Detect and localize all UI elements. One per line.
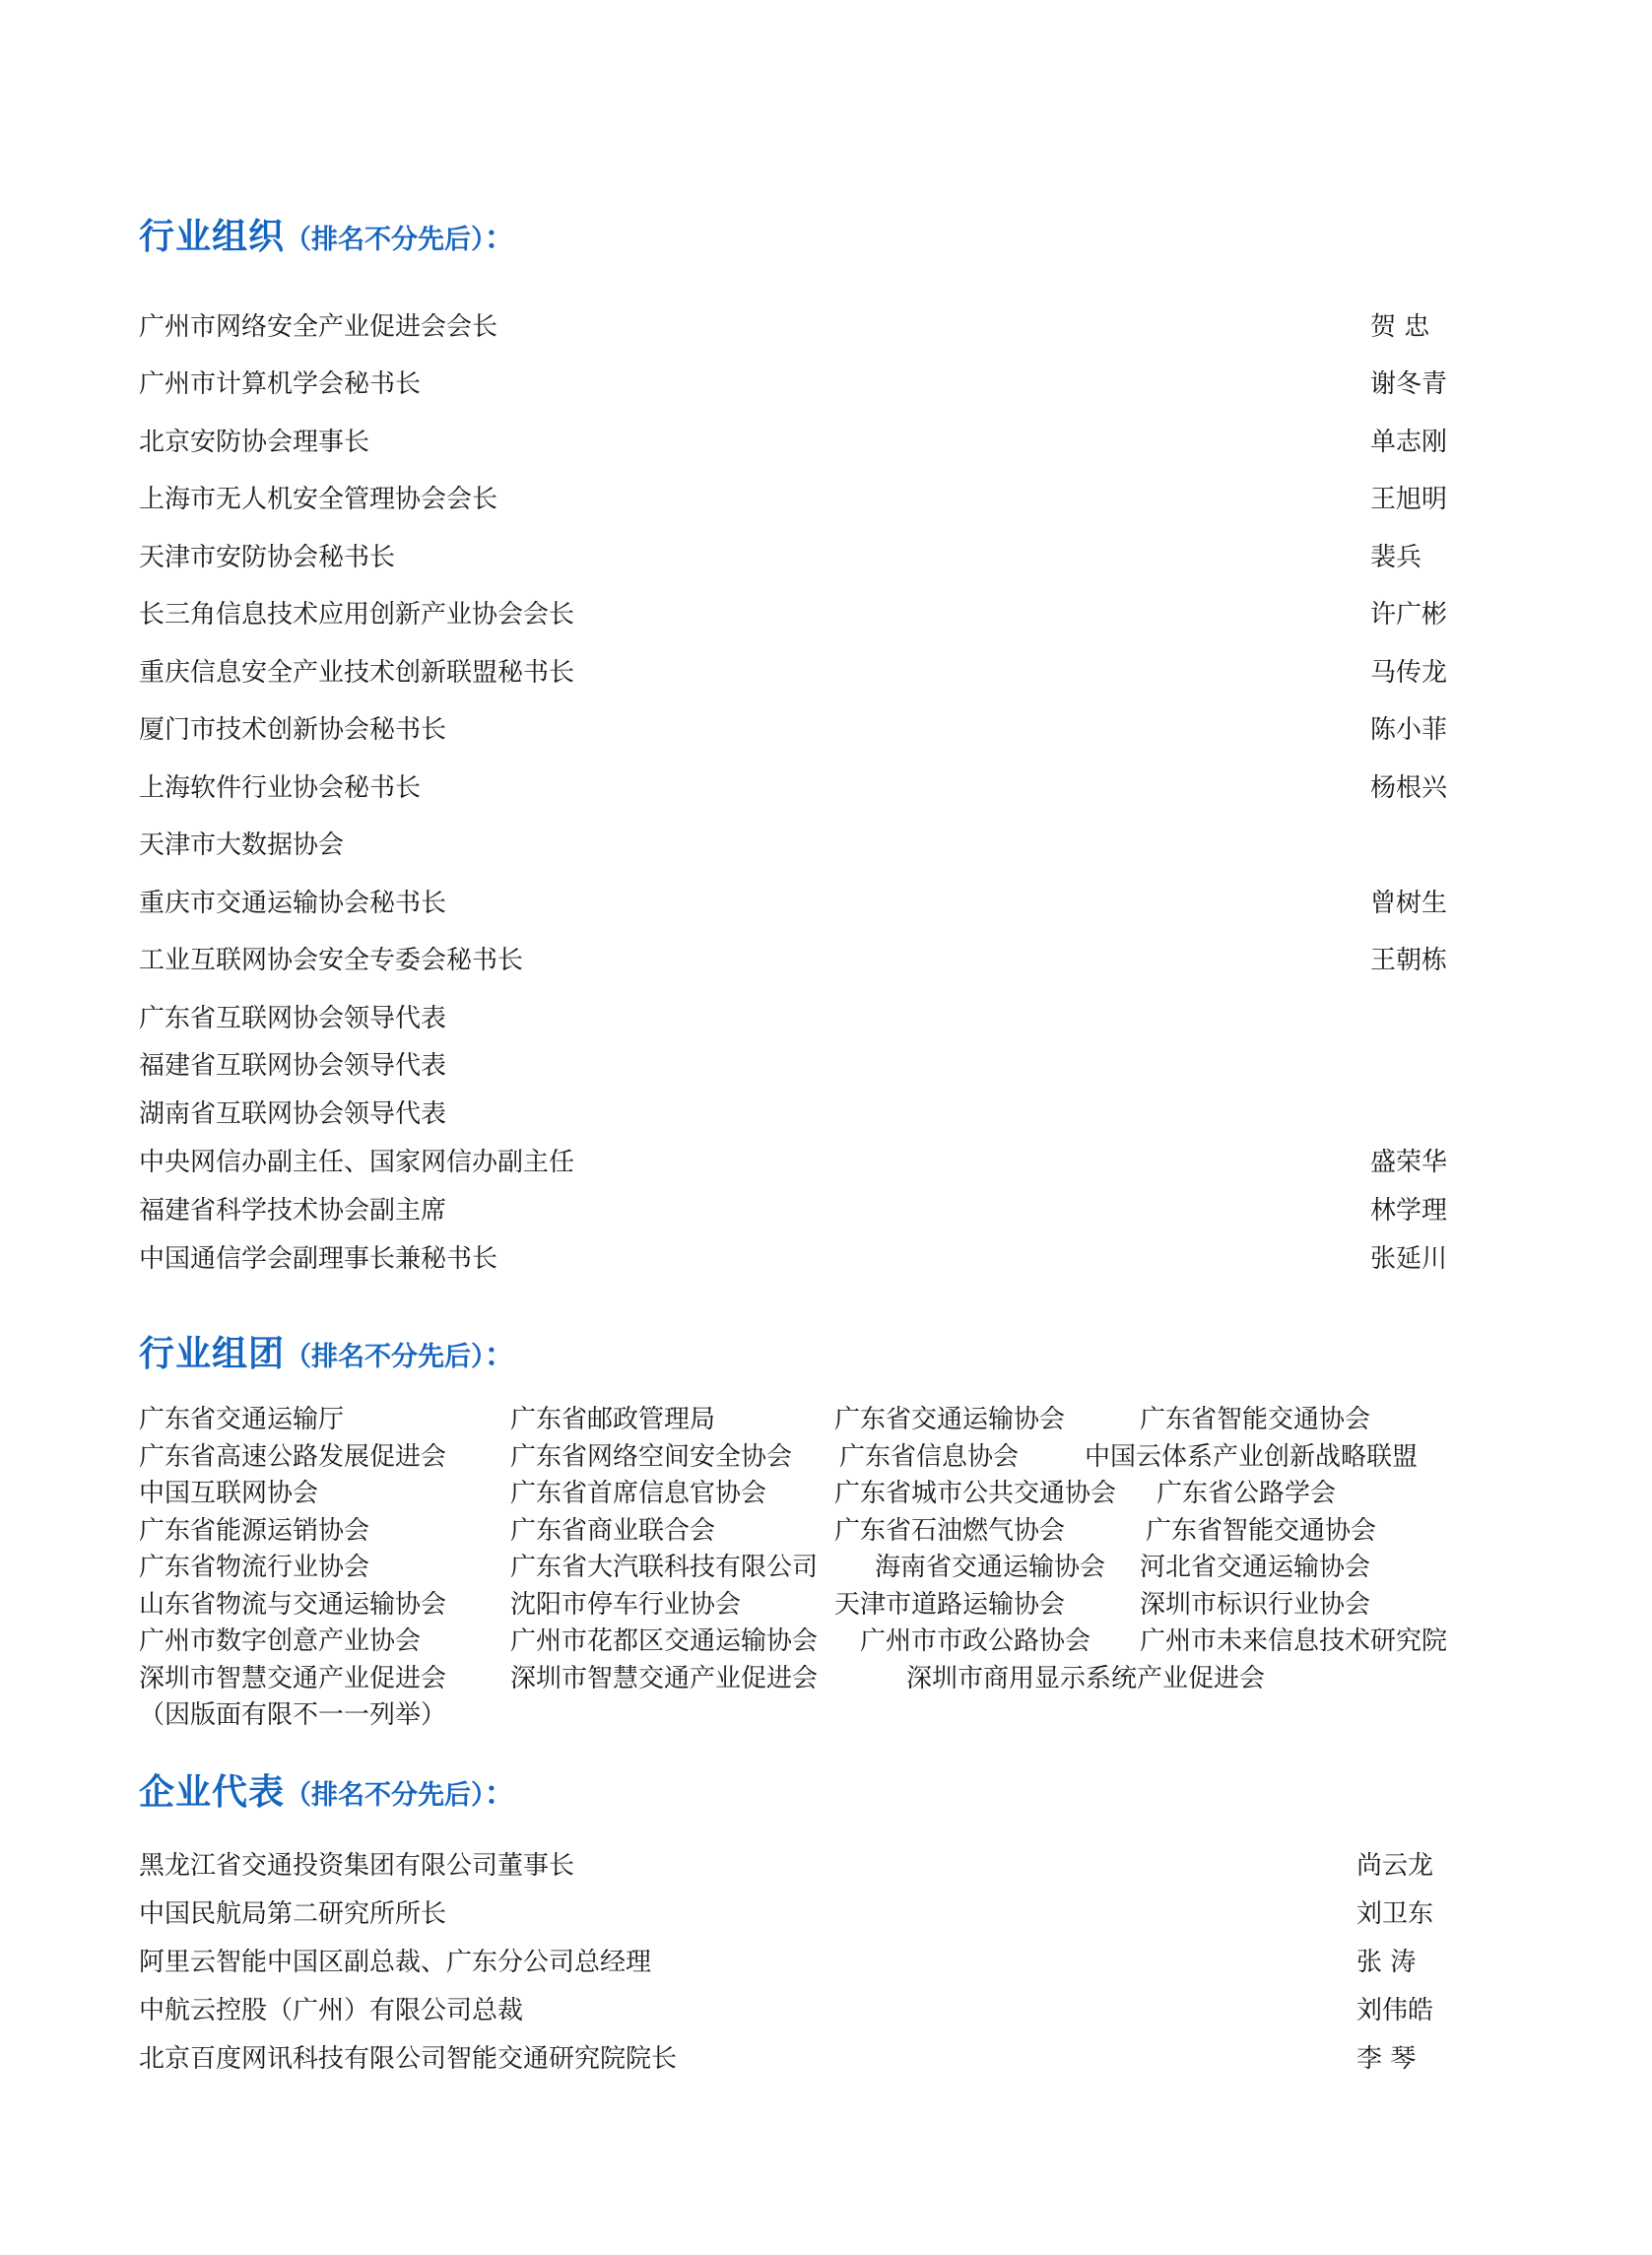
delegation-row [139,1439,1567,1475]
role-text: 重庆市交通运输协会秘书长 [139,889,447,918]
list-item [139,886,1652,921]
person-name: 马传龙 [1370,658,1448,688]
delegation-cell: 深圳市标识行业协会 [1140,1590,1371,1620]
section-title-industry-delegations [139,1334,516,1374]
delegation-cell: 广东省城市公共交通协会 [834,1479,1117,1508]
delegation-cell: 广州市花都区交通运输协会 [510,1626,819,1656]
delegation-cell: 广州市未来信息技术研究院 [1140,1626,1448,1656]
delegation-cell: 广东省商业联合会 [510,1516,716,1546]
role-text: 北京安防协会理事长 [139,428,370,457]
delegation-cell: 山东省物流与交通运输协会 [139,1590,447,1620]
list-item [139,943,1652,978]
list-item [139,1848,1652,1884]
list-item [139,482,1652,517]
role-text: 广东省互联网协会领导代表 [139,1004,447,1033]
list-item [139,655,1652,691]
delegation-cell: 广东省交通运输协会 [834,1405,1066,1434]
role-text: 湖南省互联网协会领导代表 [139,1099,447,1129]
delegation-cell: 广东省石油燃气协会 [834,1516,1066,1546]
delegation-row [139,1476,1567,1511]
person-name: 张 涛 [1356,1948,1417,1977]
person-name: 陈小菲 [1370,715,1448,745]
role-text: 中国通信学会副理事长兼秘书长 [139,1244,498,1274]
delegation-footnote: （因版面有限不一一列举） [139,1700,447,1730]
list-item [139,1896,1652,1932]
section-title-text: 行业组织 [139,217,286,257]
delegation-cell: 海南省交通运输协会 [875,1553,1106,1582]
section-title-colon: ： [484,1774,516,1812]
delegation-cell: 广东省智能交通协会 [1140,1405,1371,1434]
section-title-text: 行业组团 [139,1334,286,1374]
role-text: 北京百度网讯科技有限公司智能交通研究院院长 [139,2044,678,2074]
role-text: 厦门市技术创新协会秘书长 [139,715,447,745]
section-title-colon: ： [484,1336,516,1373]
person-name: 裴兵 [1370,543,1422,572]
delegation-cell: 广东省邮政管理局 [510,1405,716,1434]
person-name: 刘伟皓 [1356,1996,1434,2025]
section-title-enterprise-representatives [139,1772,516,1813]
delegation-cell: 广东省首席信息官协会 [510,1479,767,1508]
role-text: 重庆信息安全产业技术创新联盟秘书长 [139,658,575,688]
person-name: 许广彬 [1370,600,1448,630]
delegation-cell: 沈阳市停车行业协会 [510,1590,742,1620]
delegation-cell: 广东省大汽联科技有限公司 [510,1553,819,1582]
section-title-note: （排名不分先后） [285,1780,485,1811]
list-item [139,1993,1652,2028]
delegation-cell: 广东省高速公路发展促进会 [139,1442,447,1472]
delegation-cell: 中国互联网协会 [139,1479,319,1508]
role-text: 天津市安防协会秘书长 [139,543,396,572]
list-item [139,1945,1652,1980]
delegation-row [139,1587,1567,1623]
person-name: 杨根兴 [1370,773,1448,803]
role-text: 工业互联网协会安全专委会秘书长 [139,946,524,975]
delegation-row [139,1624,1567,1659]
list-item [139,2041,1652,2077]
delegation-cell: 河北省交通运输协会 [1140,1553,1371,1582]
role-text: 中航云控股（广州）有限公司总裁 [139,1996,524,2025]
list-item [139,309,1652,345]
section-title-industry-organizations [139,217,516,257]
delegation-cell: 中国云体系产业创新战略联盟 [1085,1442,1419,1472]
delegation-cell: 天津市道路运输协会 [834,1590,1066,1620]
list-item [139,597,1652,632]
list-item [139,425,1652,460]
role-text: 中央网信办副主任、国家网信办副主任 [139,1148,575,1177]
person-name: 王旭明 [1370,485,1448,514]
delegation-row [139,1513,1567,1549]
section-title-text: 企业代表 [139,1772,286,1813]
role-text: 黑龙江省交通投资集团有限公司董事长 [139,1851,575,1881]
role-text: 上海软件行业协会秘书长 [139,773,422,803]
person-name: 林学理 [1370,1196,1448,1226]
delegation-cell: 广州市市政公路协会 [860,1626,1091,1656]
delegation-row [139,1661,1567,1696]
delegation-cell: 广东省交通运输厅 [139,1405,345,1434]
delegation-cell: 广州市数字创意产业协会 [139,1626,422,1656]
list-item [139,712,1652,748]
section-title-colon: ： [484,219,516,256]
delegation-cell: 广东省信息协会 [839,1442,1020,1472]
role-text: 广州市计算机学会秘书长 [139,369,422,399]
person-name: 单志刚 [1370,428,1448,457]
role-text: 福建省科学技术协会副主席 [139,1196,447,1226]
list-item [139,366,1652,402]
person-name: 王朝栋 [1370,946,1448,975]
person-name: 盛荣华 [1370,1148,1448,1177]
role-text: 阿里云智能中国区副总裁、广东分公司总经理 [139,1948,652,1977]
delegation-cell: 广东省能源运销协会 [139,1516,370,1546]
role-text: 长三角信息技术应用创新产业协会会长 [139,600,575,630]
delegation-cell: 广东省物流行业协会 [139,1553,370,1582]
person-name: 尚云龙 [1356,1851,1434,1881]
list-item [139,1193,1652,1228]
person-name: 刘卫东 [1356,1899,1434,1929]
list-item [139,1241,1652,1277]
list-item [139,770,1652,806]
delegation-row [139,1550,1567,1585]
delegation-cell: 深圳市智慧交通产业促进会 [510,1664,819,1693]
list-item [139,540,1652,575]
role-text: 上海市无人机安全管理协会会长 [139,485,498,514]
delegation-cell: 广东省智能交通协会 [1146,1516,1377,1546]
role-text: 福建省互联网协会领导代表 [139,1051,447,1081]
list-item [139,1145,1652,1180]
role-text: 中国民航局第二研究所所长 [139,1899,447,1929]
list-item [139,1096,1652,1132]
delegation-row [139,1402,1567,1437]
section-title-note: （排名不分先后） [285,225,485,255]
delegation-cell: 深圳市智慧交通产业促进会 [139,1664,447,1693]
list-item [139,1001,1652,1036]
list-item [139,1048,1652,1084]
delegation-cell: 广东省网络空间安全协会 [510,1442,793,1472]
role-text: 广州市网络安全产业促进会会长 [139,312,498,342]
person-name: 李 琴 [1356,2044,1417,2074]
person-name: 贺 忠 [1370,312,1430,342]
role-text: 天津市大数据协会 [139,830,345,860]
person-name: 曾树生 [1370,889,1448,918]
section-title-note: （排名不分先后） [285,1342,485,1372]
person-name: 张延川 [1370,1244,1448,1274]
person-name: 谢冬青 [1370,369,1448,399]
list-item [139,828,1652,863]
delegation-cell: 深圳市商用显示系统产业促进会 [906,1664,1266,1693]
delegation-cell: 广东省公路学会 [1156,1479,1337,1508]
